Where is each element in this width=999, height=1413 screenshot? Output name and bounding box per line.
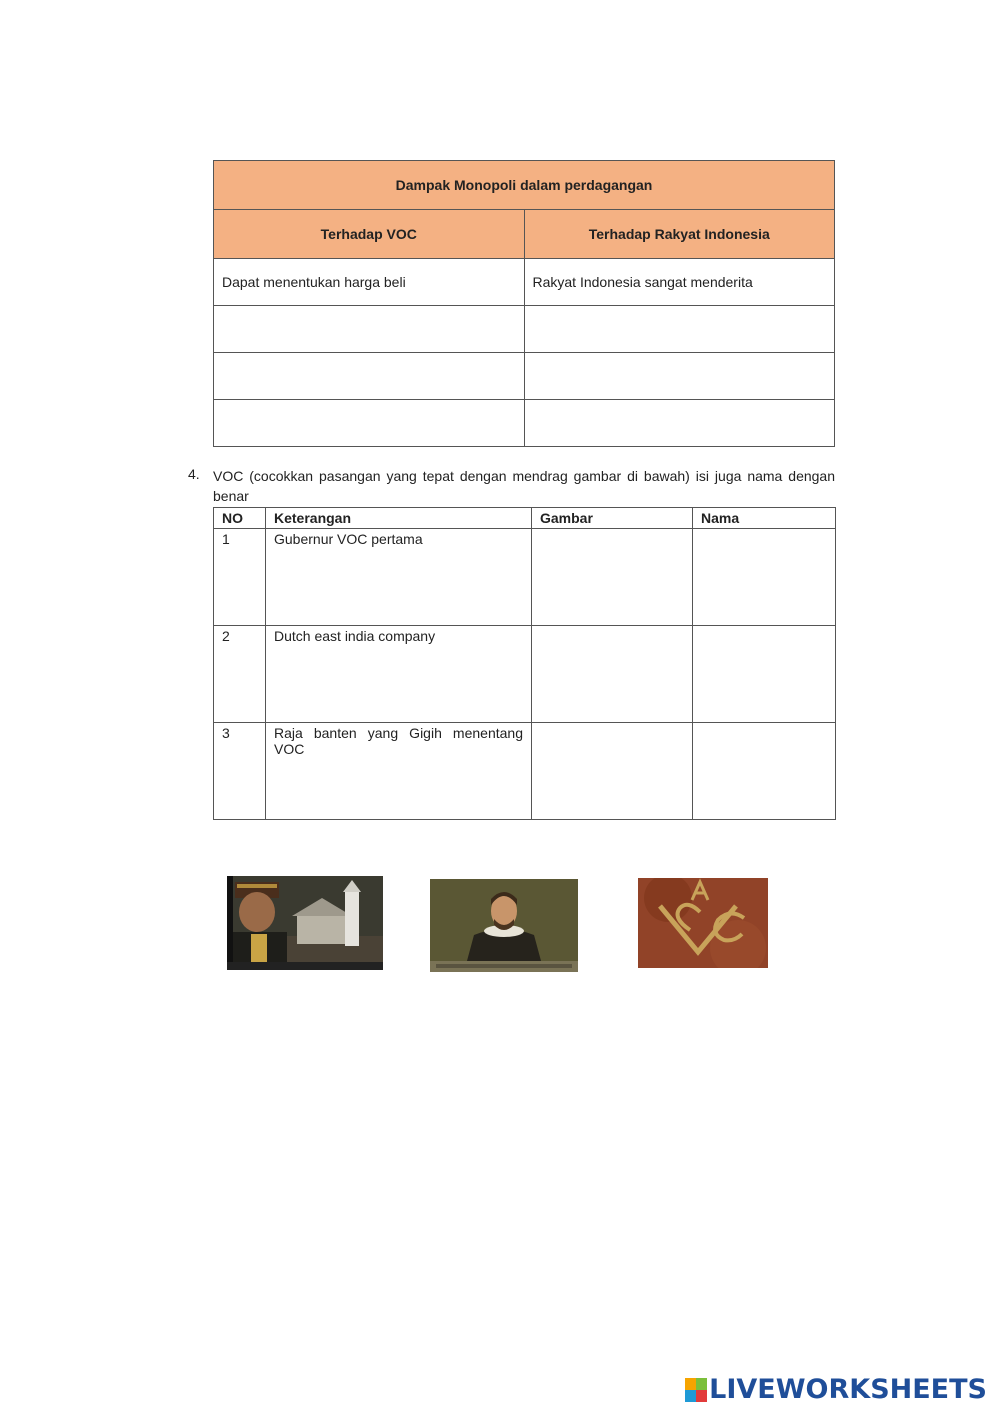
image-drop-zone[interactable] — [532, 529, 693, 626]
liveworksheets-logo — [685, 1374, 987, 1405]
question-number: 4. — [188, 466, 200, 482]
voc-logo-image[interactable] — [638, 878, 768, 968]
row-description: Raja banten yang Gigih menentang VOC — [266, 723, 532, 820]
monopoly-impact-table — [213, 160, 835, 447]
row-number: 1 — [214, 529, 266, 626]
row-description: Gubernur VOC pertama — [266, 529, 532, 626]
name-input[interactable] — [693, 626, 836, 723]
question-text: VOC (cocokkan pasangan yang tepat dengan mendrag gambar di bawah) isi juga nama dengan benar — [213, 468, 835, 504]
column-header-voc: Terhadap VOC — [214, 210, 525, 259]
column-header-gambar: Gambar — [532, 508, 693, 529]
image-drop-zone[interactable] — [532, 723, 693, 820]
governor-portrait-image[interactable] — [430, 879, 578, 972]
table-title: Dampak Monopoli dalam perdagangan — [214, 161, 835, 210]
answer-cell[interactable] — [524, 400, 835, 447]
name-input[interactable] — [693, 723, 836, 820]
sultan-banten-image[interactable] — [227, 876, 383, 970]
voc-matching-table — [213, 507, 836, 820]
row-number: 2 — [214, 626, 266, 723]
image-drop-zone[interactable] — [532, 626, 693, 723]
column-header-nama: Nama — [693, 508, 836, 529]
table-cell[interactable]: Dapat menentukan harga beli — [214, 259, 525, 306]
name-input[interactable] — [693, 529, 836, 626]
answer-cell[interactable] — [214, 306, 525, 353]
column-header-rakyat: Terhadap Rakyat Indonesia — [524, 210, 835, 259]
liveworksheets-text: LIVEWORKSHEETS — [709, 1374, 987, 1405]
liveworksheets-icon — [685, 1378, 707, 1402]
answer-cell[interactable] — [524, 353, 835, 400]
row-description: Dutch east india company — [266, 626, 532, 723]
row-number: 3 — [214, 723, 266, 820]
table-cell[interactable]: Rakyat Indonesia sangat menderita — [524, 259, 835, 306]
column-header-keterangan: Keterangan — [266, 508, 532, 529]
answer-cell[interactable] — [524, 306, 835, 353]
column-header-no: NO — [214, 508, 266, 529]
answer-cell[interactable] — [214, 400, 525, 447]
answer-cell[interactable] — [214, 353, 525, 400]
